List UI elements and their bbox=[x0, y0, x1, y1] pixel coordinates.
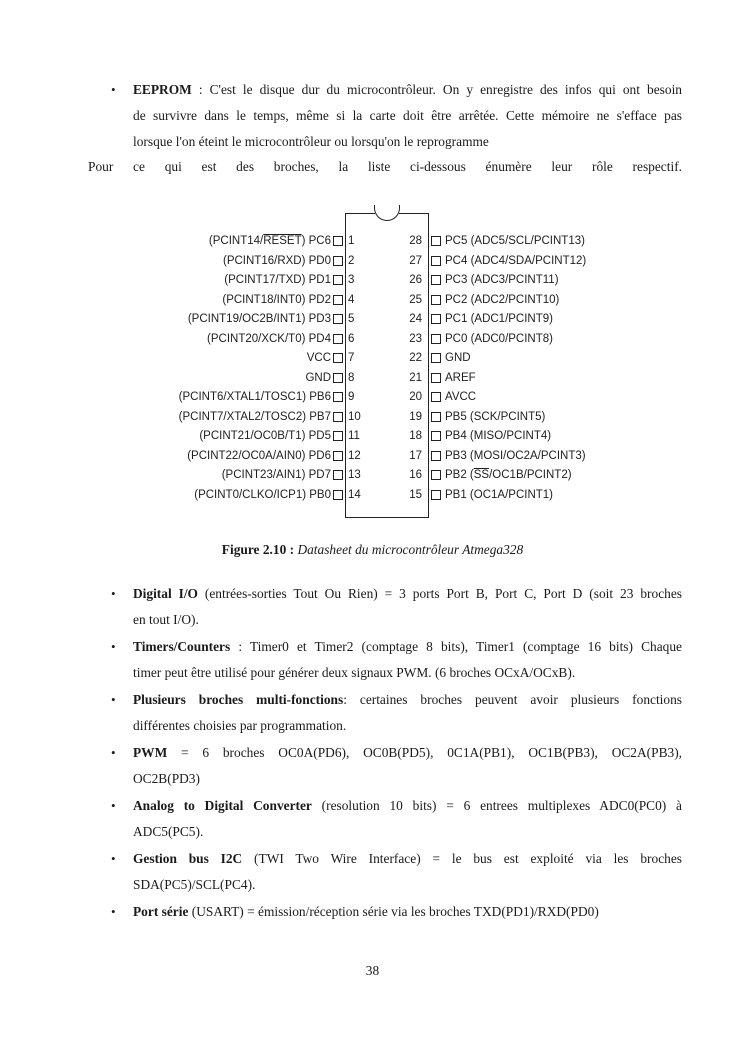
bullet-line-1 bbox=[133, 740, 682, 766]
right-pin-20 bbox=[0, 388, 745, 406]
pin-number: 8 bbox=[348, 371, 355, 384]
pin-box bbox=[431, 451, 441, 461]
pin-label-text: (PCINT6/XTAL1/TOSC1) PB6 bbox=[178, 391, 331, 403]
pin-number: 12 bbox=[348, 449, 361, 462]
bullet-line-1 bbox=[133, 634, 682, 660]
pin-label bbox=[445, 408, 545, 426]
right-pin-16 bbox=[0, 466, 745, 484]
pin-box bbox=[431, 431, 441, 441]
bullet-term: Gestion bus I2C bbox=[133, 851, 243, 866]
pin-number: 15 bbox=[409, 488, 422, 501]
pin-box bbox=[431, 392, 441, 402]
pin-label bbox=[445, 349, 471, 367]
pin-number: 13 bbox=[348, 469, 361, 481]
figure-label: Figure 2.10 : bbox=[221, 542, 295, 557]
pin-label-text: PC5 (ADC5/SCL/PCINT13) bbox=[445, 235, 585, 247]
pin-label-text: GND bbox=[305, 371, 331, 384]
pin-label bbox=[445, 388, 476, 406]
pin-number: 7 bbox=[348, 352, 355, 364]
right-pin-19 bbox=[0, 408, 745, 426]
figure-caption bbox=[0, 542, 745, 558]
pin-label-text: PC2 (ADC2/PCINT10) bbox=[445, 293, 560, 306]
bullet-text: (entrées-sorties Tout Ou Rien) = 3 ports Port B, Port C, Port D (soit 23 broches bbox=[197, 586, 682, 601]
pin-label bbox=[445, 369, 476, 387]
pin-box bbox=[431, 412, 441, 422]
pin-number: 28 bbox=[409, 235, 422, 247]
page-number: 38 bbox=[365, 963, 380, 978]
bullet-text: (TWI Two Wire Interface) = le bus est exploité via les broches bbox=[242, 851, 682, 866]
pin-label-text: AREF bbox=[445, 371, 476, 384]
pin-label-text: (PCINT17/TXD) PD1 bbox=[224, 274, 331, 286]
bullet-term: Timers/Counters bbox=[133, 639, 231, 654]
bullet-line-2: différentes choisies par programmation. bbox=[133, 718, 347, 733]
pin-label-text: /OC1B/PCINT2) bbox=[489, 469, 572, 481]
pin-label-text: PB5 (SCK/PCINT5) bbox=[445, 410, 546, 423]
pin-label bbox=[445, 447, 586, 465]
pin-number: 26 bbox=[409, 274, 422, 286]
pin-label-text: AVCC bbox=[445, 391, 477, 403]
pin-label-text: PB2 ( bbox=[445, 469, 474, 481]
pin-number: 2 bbox=[348, 254, 355, 267]
pin-label bbox=[445, 252, 586, 270]
bullet-term: Port série bbox=[133, 904, 189, 919]
pin-number: 1 bbox=[348, 235, 355, 247]
bullet-symbol: • bbox=[111, 82, 116, 97]
pin-label-text: (PCINT7/XTAL2/TOSC2) PB7 bbox=[178, 410, 331, 423]
right-pin-28 bbox=[0, 232, 745, 250]
right-pin-27 bbox=[0, 252, 745, 270]
pin-label bbox=[445, 486, 553, 504]
pin-label-text: PC4 (ADC4/SDA/PCINT12) bbox=[445, 254, 587, 267]
eeprom-text-3: lorsque l'on éteint le microcontrôleur ou lorsqu'on le reprogramme bbox=[133, 134, 489, 149]
pin-label-text: (PCINT23/AIN1) PD7 bbox=[221, 469, 331, 481]
pin-box bbox=[431, 256, 441, 266]
pin-label-text: PC1 (ADC1/PCINT9) bbox=[445, 313, 553, 325]
pin-label-text: (PCINT22/OC0A/AIN0) PD6 bbox=[187, 449, 331, 462]
pin-label-text: PB1 (OC1A/PCINT1) bbox=[445, 488, 553, 501]
bullet-text: = 6 broches OC0A(PD6), OC0B(PD5), 0C1A(PB1), OC1B(PB3), OC2A(PB3), bbox=[167, 745, 682, 760]
pin-number: 17 bbox=[409, 449, 422, 462]
pin-label bbox=[445, 271, 559, 289]
pin-label-text: (PCINT20/XCK/T0) PD4 bbox=[207, 332, 331, 345]
right-pin-17 bbox=[0, 447, 745, 465]
pin-label-text: PC0 (ADC0/PCINT8) bbox=[445, 332, 553, 345]
bullet-symbol: • bbox=[111, 692, 116, 707]
pin-number: 22 bbox=[409, 352, 422, 364]
pin-label-text: PB4 (MISO/PCINT4) bbox=[445, 430, 552, 442]
pin-label-text: (PCINT18/INT0) PD2 bbox=[222, 293, 331, 306]
pin-number: 3 bbox=[348, 274, 355, 286]
pin-number: 27 bbox=[409, 254, 422, 267]
bullet-line-1 bbox=[133, 687, 682, 713]
bullet-text: : Timer0 et Timer2 (comptage 8 bits), Timer1 (comptage 16 bits) Chaque bbox=[230, 639, 682, 654]
pin-number: 18 bbox=[409, 430, 422, 442]
right-pin-25 bbox=[0, 291, 745, 309]
pin-number: 24 bbox=[409, 313, 422, 325]
pin-box bbox=[431, 275, 441, 285]
bullet-line-1 bbox=[133, 899, 682, 925]
pin-box bbox=[431, 353, 441, 363]
pin-number: 23 bbox=[409, 332, 422, 345]
bullet-term: Analog to Digital Converter bbox=[133, 798, 312, 813]
bullet-symbol: • bbox=[111, 851, 116, 866]
pin-number: 4 bbox=[348, 293, 355, 306]
pin-label bbox=[445, 427, 551, 445]
figure-caption-text: Datasheet du microcontrôleur Atmega328 bbox=[297, 542, 524, 557]
pin-number: 19 bbox=[409, 410, 422, 423]
pin-box bbox=[431, 236, 441, 246]
bullet-line-2: SDA(PC5)/SCL(PC4). bbox=[133, 877, 256, 892]
pin-box bbox=[431, 470, 441, 480]
pin-label-text: (PCINT0/CLKO/ICP1) PB0 bbox=[194, 488, 331, 501]
pin-label-text: ) PC6 bbox=[301, 235, 331, 247]
intro-paragraph: Pour ce qui est des broches, la liste ci-dessous énumère leur rôle respectif. bbox=[88, 159, 682, 174]
pin-number: 16 bbox=[409, 469, 422, 481]
right-pin-15 bbox=[0, 486, 745, 504]
pin-label-text: (PCINT14/ bbox=[208, 235, 264, 247]
pin-label-text: (PCINT19/OC2B/INT1) PD3 bbox=[187, 313, 331, 325]
bullet-line-2: en tout I/O). bbox=[133, 612, 199, 627]
pin-number: 9 bbox=[348, 391, 355, 403]
pin-label bbox=[445, 310, 553, 328]
pin-label-text: PB3 (MOSI/OC2A/PCINT3) bbox=[445, 449, 586, 462]
pin-label-text: (PCINT16/RXD) PD0 bbox=[223, 254, 331, 267]
eeprom-term: EEPROM bbox=[133, 82, 192, 97]
bullet-symbol: • bbox=[111, 798, 116, 813]
pin-box bbox=[431, 334, 441, 344]
pin-label bbox=[445, 466, 572, 484]
right-pin-23 bbox=[0, 330, 745, 348]
pin-label-overline: $\overline{SS}$ bbox=[473, 469, 490, 481]
pin-number: 25 bbox=[409, 293, 422, 306]
pin-number: 20 bbox=[409, 391, 422, 403]
bullet-text: (resolution 10 bits) = 6 entrees multiplexes ADC0(PC0) à bbox=[311, 798, 682, 813]
right-pin-26 bbox=[0, 271, 745, 289]
bullet-symbol: • bbox=[111, 904, 116, 919]
pin-box bbox=[431, 314, 441, 324]
pin-number: 11 bbox=[348, 430, 360, 442]
bullet-line-2: timer peut être utilisé pour générer deux signaux PWM. (6 broches OCxA/OCxB). bbox=[133, 665, 576, 680]
right-pin-24 bbox=[0, 310, 745, 328]
pin-number: 6 bbox=[348, 332, 355, 345]
bullet-line-1 bbox=[133, 846, 682, 872]
bullet-line-1 bbox=[133, 793, 682, 819]
pin-box bbox=[431, 373, 441, 383]
bullet-line-2: OC2B(PD3) bbox=[133, 771, 200, 786]
bullet-text: (USART) = émission/réception série via les broches TXD(PD1)/RXD(PD0) bbox=[188, 904, 599, 919]
bullet-symbol: • bbox=[111, 586, 116, 601]
pin-number: 21 bbox=[409, 371, 422, 384]
pin-label-text: (PCINT21/OC0B/T1) PD5 bbox=[199, 430, 331, 442]
eeprom-text-2: de survivre dans le temps, même si la carte doit être arrêtée. Cette mémoire ne s'efface pas bbox=[133, 108, 682, 123]
pin-box bbox=[431, 295, 441, 305]
pin-number: 5 bbox=[348, 313, 355, 325]
bullet-line-1 bbox=[133, 581, 682, 607]
bullet-text: : certaines broches peuvent avoir plusieurs fonctions bbox=[343, 692, 682, 707]
eeprom-text-1: : C'est le disque dur du microcontrôleur. On y enregistre des infos qui ont besoin bbox=[191, 82, 682, 97]
right-pin-21 bbox=[0, 369, 745, 387]
pin-label bbox=[445, 291, 559, 309]
bullet-term: Digital I/O bbox=[133, 586, 198, 601]
pin-box bbox=[431, 490, 441, 500]
pin-number: 10 bbox=[348, 410, 361, 423]
pin-label-text: GND bbox=[445, 352, 471, 364]
bullet-symbol: • bbox=[111, 745, 116, 760]
pin-label-text: VCC bbox=[306, 352, 331, 364]
pin-label-overline: RESET bbox=[263, 235, 302, 247]
pin-number: 14 bbox=[348, 488, 361, 501]
pin-label bbox=[445, 330, 553, 348]
bullet-term: Plusieurs broches multi-fonctions bbox=[133, 692, 344, 707]
eeprom-line-1 bbox=[133, 77, 682, 103]
pin-label-text: PC3 (ADC3/PCINT11) bbox=[445, 274, 559, 286]
right-pin-22 bbox=[0, 349, 745, 367]
pin-label bbox=[445, 232, 585, 250]
bullet-line-2: ADC5(PC5). bbox=[133, 824, 204, 839]
bullet-term: PWM bbox=[133, 745, 168, 760]
bullet-symbol: • bbox=[111, 639, 116, 654]
right-pin-18 bbox=[0, 427, 745, 445]
